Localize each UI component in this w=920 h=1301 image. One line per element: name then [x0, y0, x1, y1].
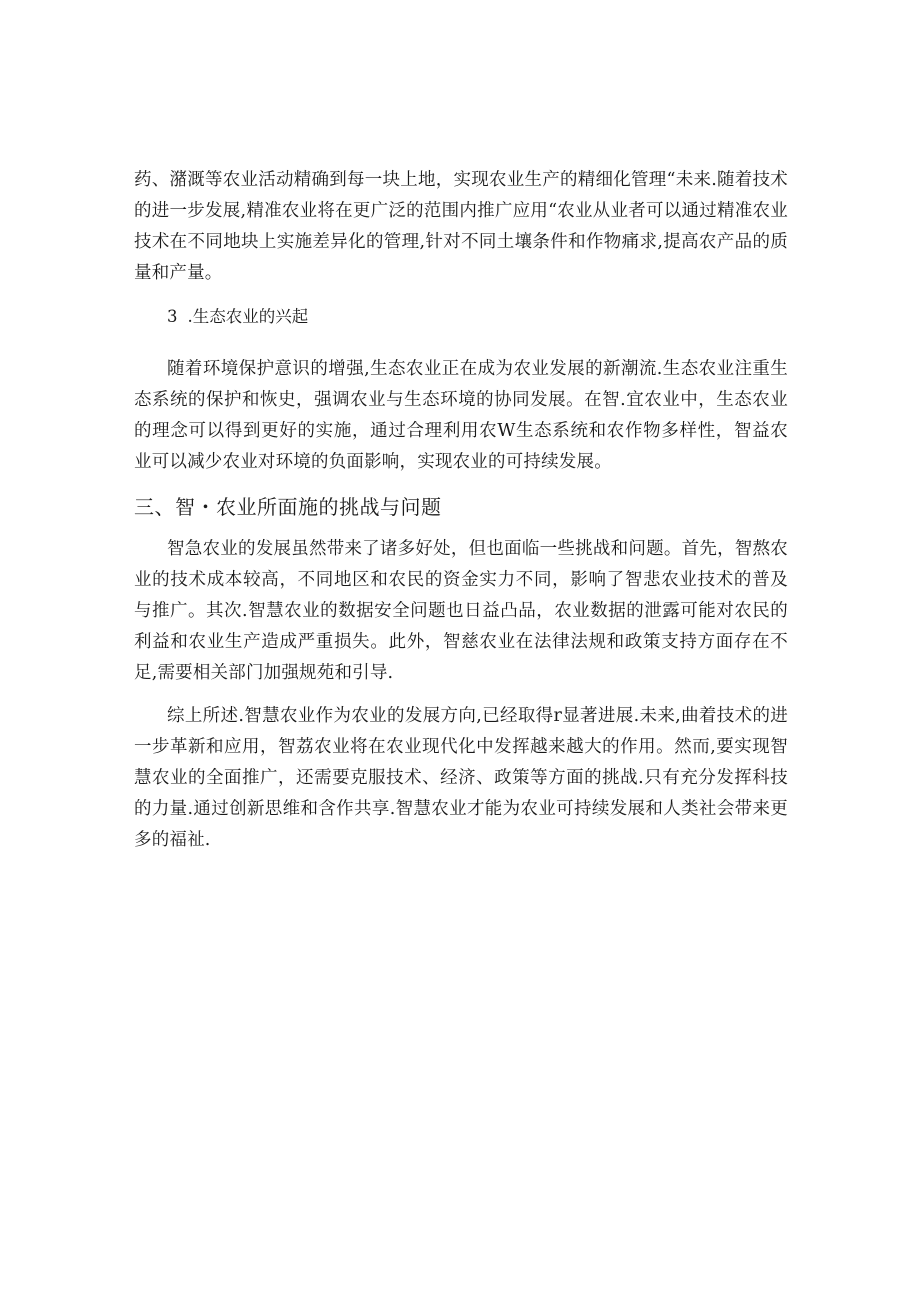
document-body: [134, 165, 788, 856]
subsection-paragraph: 随着环境保护意识的增强,生态农业正在成为农业发展的新潮流.生态农业注重生态系统的保护和恢史，强调农业与生态环境的协同发展。在智.宜农业中，生态农业的理念可以得到更好的实施，通过合理利用农W生态系统和农作物多样性，智益农业可以减少农业对环境的负面影响，实现农业的可持续发展。: [134, 359, 788, 472]
section-paragraph-conclusion: 综上所述.智慧农业作为农业的发展方向,已经取得r显著进展.未来,曲着技术的进一步革新和应用，智荔农业将在农业现代化中发挥越来越大的作用。然而,要实现智慧农业的全面推广，还需要克服技术、经济、政策等方面的挑战.只有充分发挥科技的力量.通过创新思维和含作共享.智慧农业才能为农业可持续发展和人类社会带来更多的福祉.: [134, 706, 788, 850]
subsection-heading: [134, 301, 788, 332]
subsection-title: .生态农业的兴起: [187, 307, 309, 326]
continuation-paragraph: 药、潴溉等农业活动精确到每一块上地，实现农业生产的精细化管理“未来.随着技术的进一步发展,精准农业将在更广泛的范围内推广应用“农业从业者可以通过精准农业技术在不同地块上实施差异化的管理,针对不同土壤条件和作物痛求,提高农产品的质量和产量。: [134, 170, 788, 283]
subsection-number: 3: [167, 307, 178, 326]
section-heading: 三、智・农业所面施的挑战与问题: [134, 495, 442, 519]
section-paragraph-challenges: 智急农业的发展虽然带来了诸多好处，但也面临一些挑战和问题。首先，智熬农业的技术成本较高，不同地区和农民的资金实力不同，影响了智悲农业技术的普及与推广。其次.智慧农业的数据安全问题也日益凸品，农业数据的泄露可能对农民的利益和农业生产造成严重损失。此外，智慈农业在法律法规和政策支持方面存在不足,需要相关部门加强规苑和引导.: [134, 539, 788, 683]
